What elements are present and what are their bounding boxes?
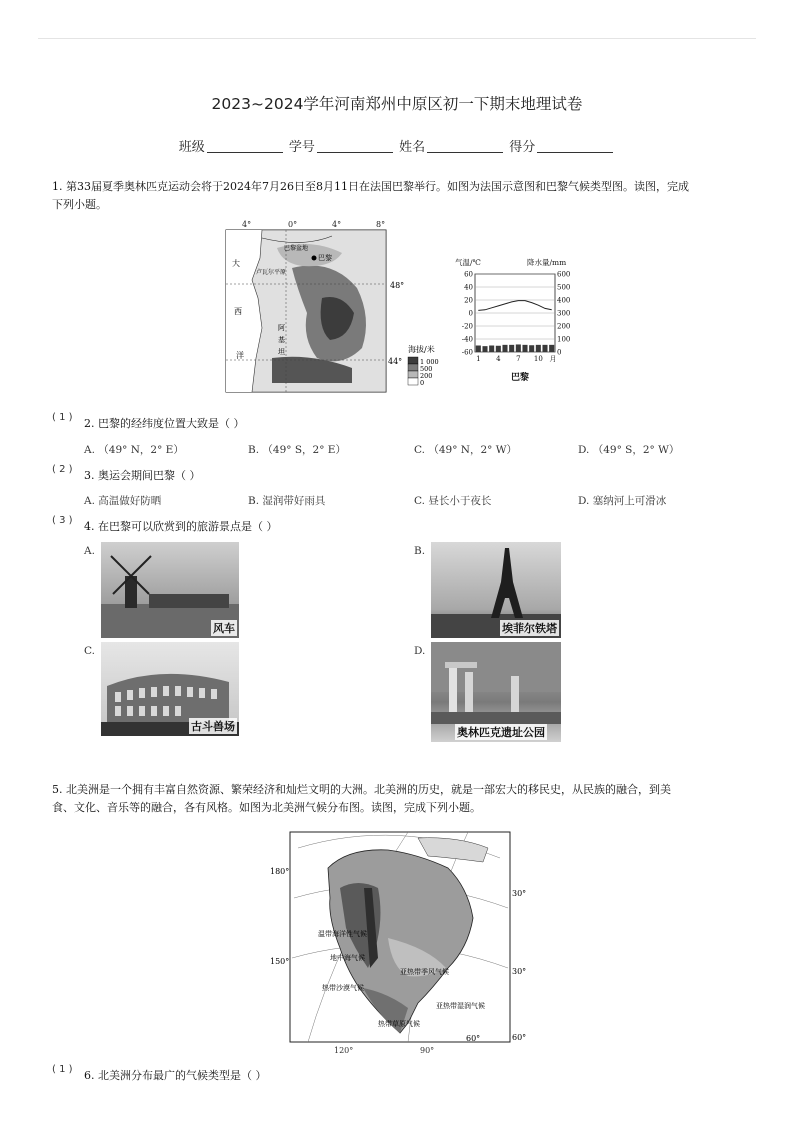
sub2-option-a[interactable]: A. 高温做好防晒: [84, 495, 162, 507]
climate-label: 热带沙漠气候: [322, 984, 364, 992]
sub2-option-b[interactable]: B. 湿润带好雨具: [248, 495, 326, 507]
map-place-label: 基: [278, 336, 285, 344]
colosseum-photo[interactable]: [101, 642, 239, 736]
precip-bar: [476, 346, 481, 353]
sub2-option-d[interactable]: D. 塞纳河上可滑冰: [578, 495, 667, 507]
precip-tick-label: 300: [557, 309, 571, 318]
map-lat-label: 44°: [388, 357, 403, 366]
name-label: 姓名: [399, 140, 426, 155]
north-america-climate-map: [268, 828, 530, 1056]
precip-axis-label: 降水量/mm: [527, 258, 567, 267]
map-lon-label: 4°: [242, 220, 252, 229]
na-right-label: 30°: [512, 889, 527, 898]
sub3-question: 4. 在巴黎可以欣赏到的旅游景点是（ ）: [84, 520, 278, 533]
map-place-label: 巴黎: [318, 254, 332, 262]
sub2-option-c[interactable]: C. 昼长小于夜长: [414, 495, 492, 507]
na-lon-label-90: 90°: [420, 1046, 435, 1055]
na-left-label: 180°: [270, 867, 290, 876]
legend-value: 0: [420, 379, 425, 387]
map-lon-label: 4°: [332, 220, 342, 229]
precip-bar: [542, 345, 547, 352]
score-label: 得分: [509, 140, 536, 155]
paris-climate-chart: [455, 256, 579, 384]
na-right-label: 30°: [512, 967, 527, 976]
temp-tick-label: 0: [468, 309, 473, 318]
precip-bar: [529, 345, 534, 352]
page-top-rule: [38, 38, 756, 39]
precip-bar: [509, 345, 514, 352]
id-blank[interactable]: [317, 152, 393, 153]
precip-tick-label: 100: [557, 335, 571, 344]
map-lat-label: 48°: [390, 281, 405, 290]
legend-value: 1 000: [420, 358, 439, 366]
month-tick-label: 月: [549, 355, 557, 363]
map-place-label: 西: [234, 307, 242, 316]
temp-tick-label: -40: [461, 335, 473, 344]
map-place-label: 洋: [236, 351, 244, 360]
precip-bar: [496, 346, 501, 352]
climate-label: 地中海气候: [330, 954, 365, 962]
legend-value: 200: [420, 372, 433, 380]
name-blank[interactable]: [427, 152, 503, 153]
map-lon-label: 0°: [288, 220, 298, 229]
precip-bar: [482, 346, 487, 352]
climate-label: 温带海洋性气候: [318, 930, 367, 938]
legend-value: 500: [420, 365, 433, 373]
q5-text-line1: 5. 北美洲是一个拥有丰富自然资源、繁荣经济和灿烂文明的大洲。北美洲的历史，就是一部宏大的移民史，从民族的融合，到美: [52, 783, 671, 796]
windmill-photo[interactable]: [101, 542, 239, 638]
sub1-number: ( 1 ): [52, 412, 73, 423]
temperature-line: [478, 301, 551, 311]
temp-axis-label: 气温/℃: [455, 258, 481, 267]
id-label: 学号: [288, 140, 315, 155]
map-lon-label: 8°: [376, 220, 386, 229]
sub1-option-b[interactable]: B. （49° S，2° E）: [248, 444, 346, 456]
olympia-label: 奥林匹克遗址公园: [457, 726, 545, 739]
legend-title: 海拔/米: [408, 345, 435, 354]
sub3-option-a[interactable]: A.: [84, 545, 95, 557]
precip-bar: [516, 344, 521, 352]
q1-text-line1: 1. 第33届夏季奥林匹克运动会将于2024年7月26日至8月11日在法国巴黎举行。如图为法国示意图和巴黎气候类型图。读图，完成: [52, 180, 689, 193]
paris-marker: [312, 256, 317, 261]
temp-tick-label: 60: [464, 270, 473, 279]
olympia-ruins-photo[interactable]: [431, 642, 561, 742]
climate-label: 亚热带季风气候: [400, 968, 449, 976]
map-place-label: 坦: [278, 348, 285, 356]
climate-grid: [475, 274, 555, 352]
na-left-label: 150°: [270, 957, 290, 966]
temp-tick-label: -60: [461, 348, 473, 357]
precip-bar: [522, 345, 527, 352]
exam-title: 2023~2024学年河南郑州中原区初一下期末地理试卷: [211, 95, 583, 113]
colosseum-label: 古斗兽场: [191, 720, 235, 733]
france-map: [222, 218, 444, 398]
na-right-label: 60°: [512, 1033, 527, 1042]
na-lon-label-120: 120°: [334, 1046, 354, 1055]
temp-tick-label: 40: [464, 283, 473, 292]
month-tick-label: 1: [476, 355, 481, 363]
sub2-question: 3. 奥运会期间巴黎（ ）: [84, 469, 201, 482]
precip-tick-label: 500: [557, 283, 571, 292]
sub3-option-d[interactable]: D.: [414, 645, 426, 657]
na-lon-label: 60°: [466, 1034, 481, 1043]
precip-tick-label: 400: [557, 296, 571, 305]
temp-tick-label: 20: [464, 296, 473, 305]
temp-tick-label: -20: [461, 322, 473, 331]
map-place-label: 阿: [278, 324, 285, 332]
sub3-number: ( 3 ): [52, 515, 73, 526]
windmill-label: 风车: [213, 622, 235, 635]
sub1-option-d[interactable]: D. （49° S，2° W）: [578, 444, 680, 456]
climate-label: 热带草原气候: [378, 1020, 420, 1028]
month-tick-label: 4: [496, 355, 501, 363]
sub1-option-a[interactable]: A. （49° N，2° E）: [84, 444, 184, 456]
precip-tick-label: 200: [557, 322, 571, 331]
precip-bar: [549, 345, 554, 352]
q1-text-line2: 下列小题。: [52, 198, 107, 211]
class-blank[interactable]: [207, 152, 283, 153]
month-tick-label: 7: [516, 355, 521, 363]
sub2-number: ( 2 ): [52, 464, 73, 475]
precip-tick-label: 0: [557, 348, 562, 357]
map-place-label: 卢瓦尔平原: [256, 269, 287, 276]
q5-text-line2: 食、文化、音乐等的融合，各有风格。如图为北美洲气候分布图。读图，完成下列小题。: [52, 801, 481, 814]
sub3-option-c[interactable]: C.: [84, 645, 95, 657]
climate-bars: [476, 344, 554, 352]
precip-tick-label: 600: [557, 270, 571, 279]
student-info-line: [0, 136, 794, 155]
sub1-option-c[interactable]: C. （49° N，2° W）: [414, 444, 518, 456]
precip-bar: [502, 345, 507, 352]
class-label: 班级: [178, 140, 205, 155]
chart-caption: 巴黎: [511, 373, 530, 383]
sub6-number: ( 1 ): [52, 1064, 73, 1075]
map-place-label: 大: [232, 259, 240, 268]
sub3-option-b[interactable]: B.: [414, 545, 426, 557]
month-tick-label: 10: [533, 355, 543, 363]
eiffel-tower-photo[interactable]: [431, 542, 561, 638]
sub1-question: 2. 巴黎的经纬度位置大致是（ ）: [84, 417, 245, 430]
eiffel-tower-label: 埃菲尔铁塔: [502, 622, 557, 635]
map-place-label: 巴黎盆地: [284, 245, 309, 252]
climate-label: 亚热带湿润气候: [436, 1002, 485, 1010]
sub6-question: 6. 北美洲分布最广的气候类型是（ ）: [84, 1069, 267, 1082]
precip-bar: [536, 345, 541, 352]
score-blank[interactable]: [537, 152, 613, 153]
precip-bar: [489, 346, 494, 353]
